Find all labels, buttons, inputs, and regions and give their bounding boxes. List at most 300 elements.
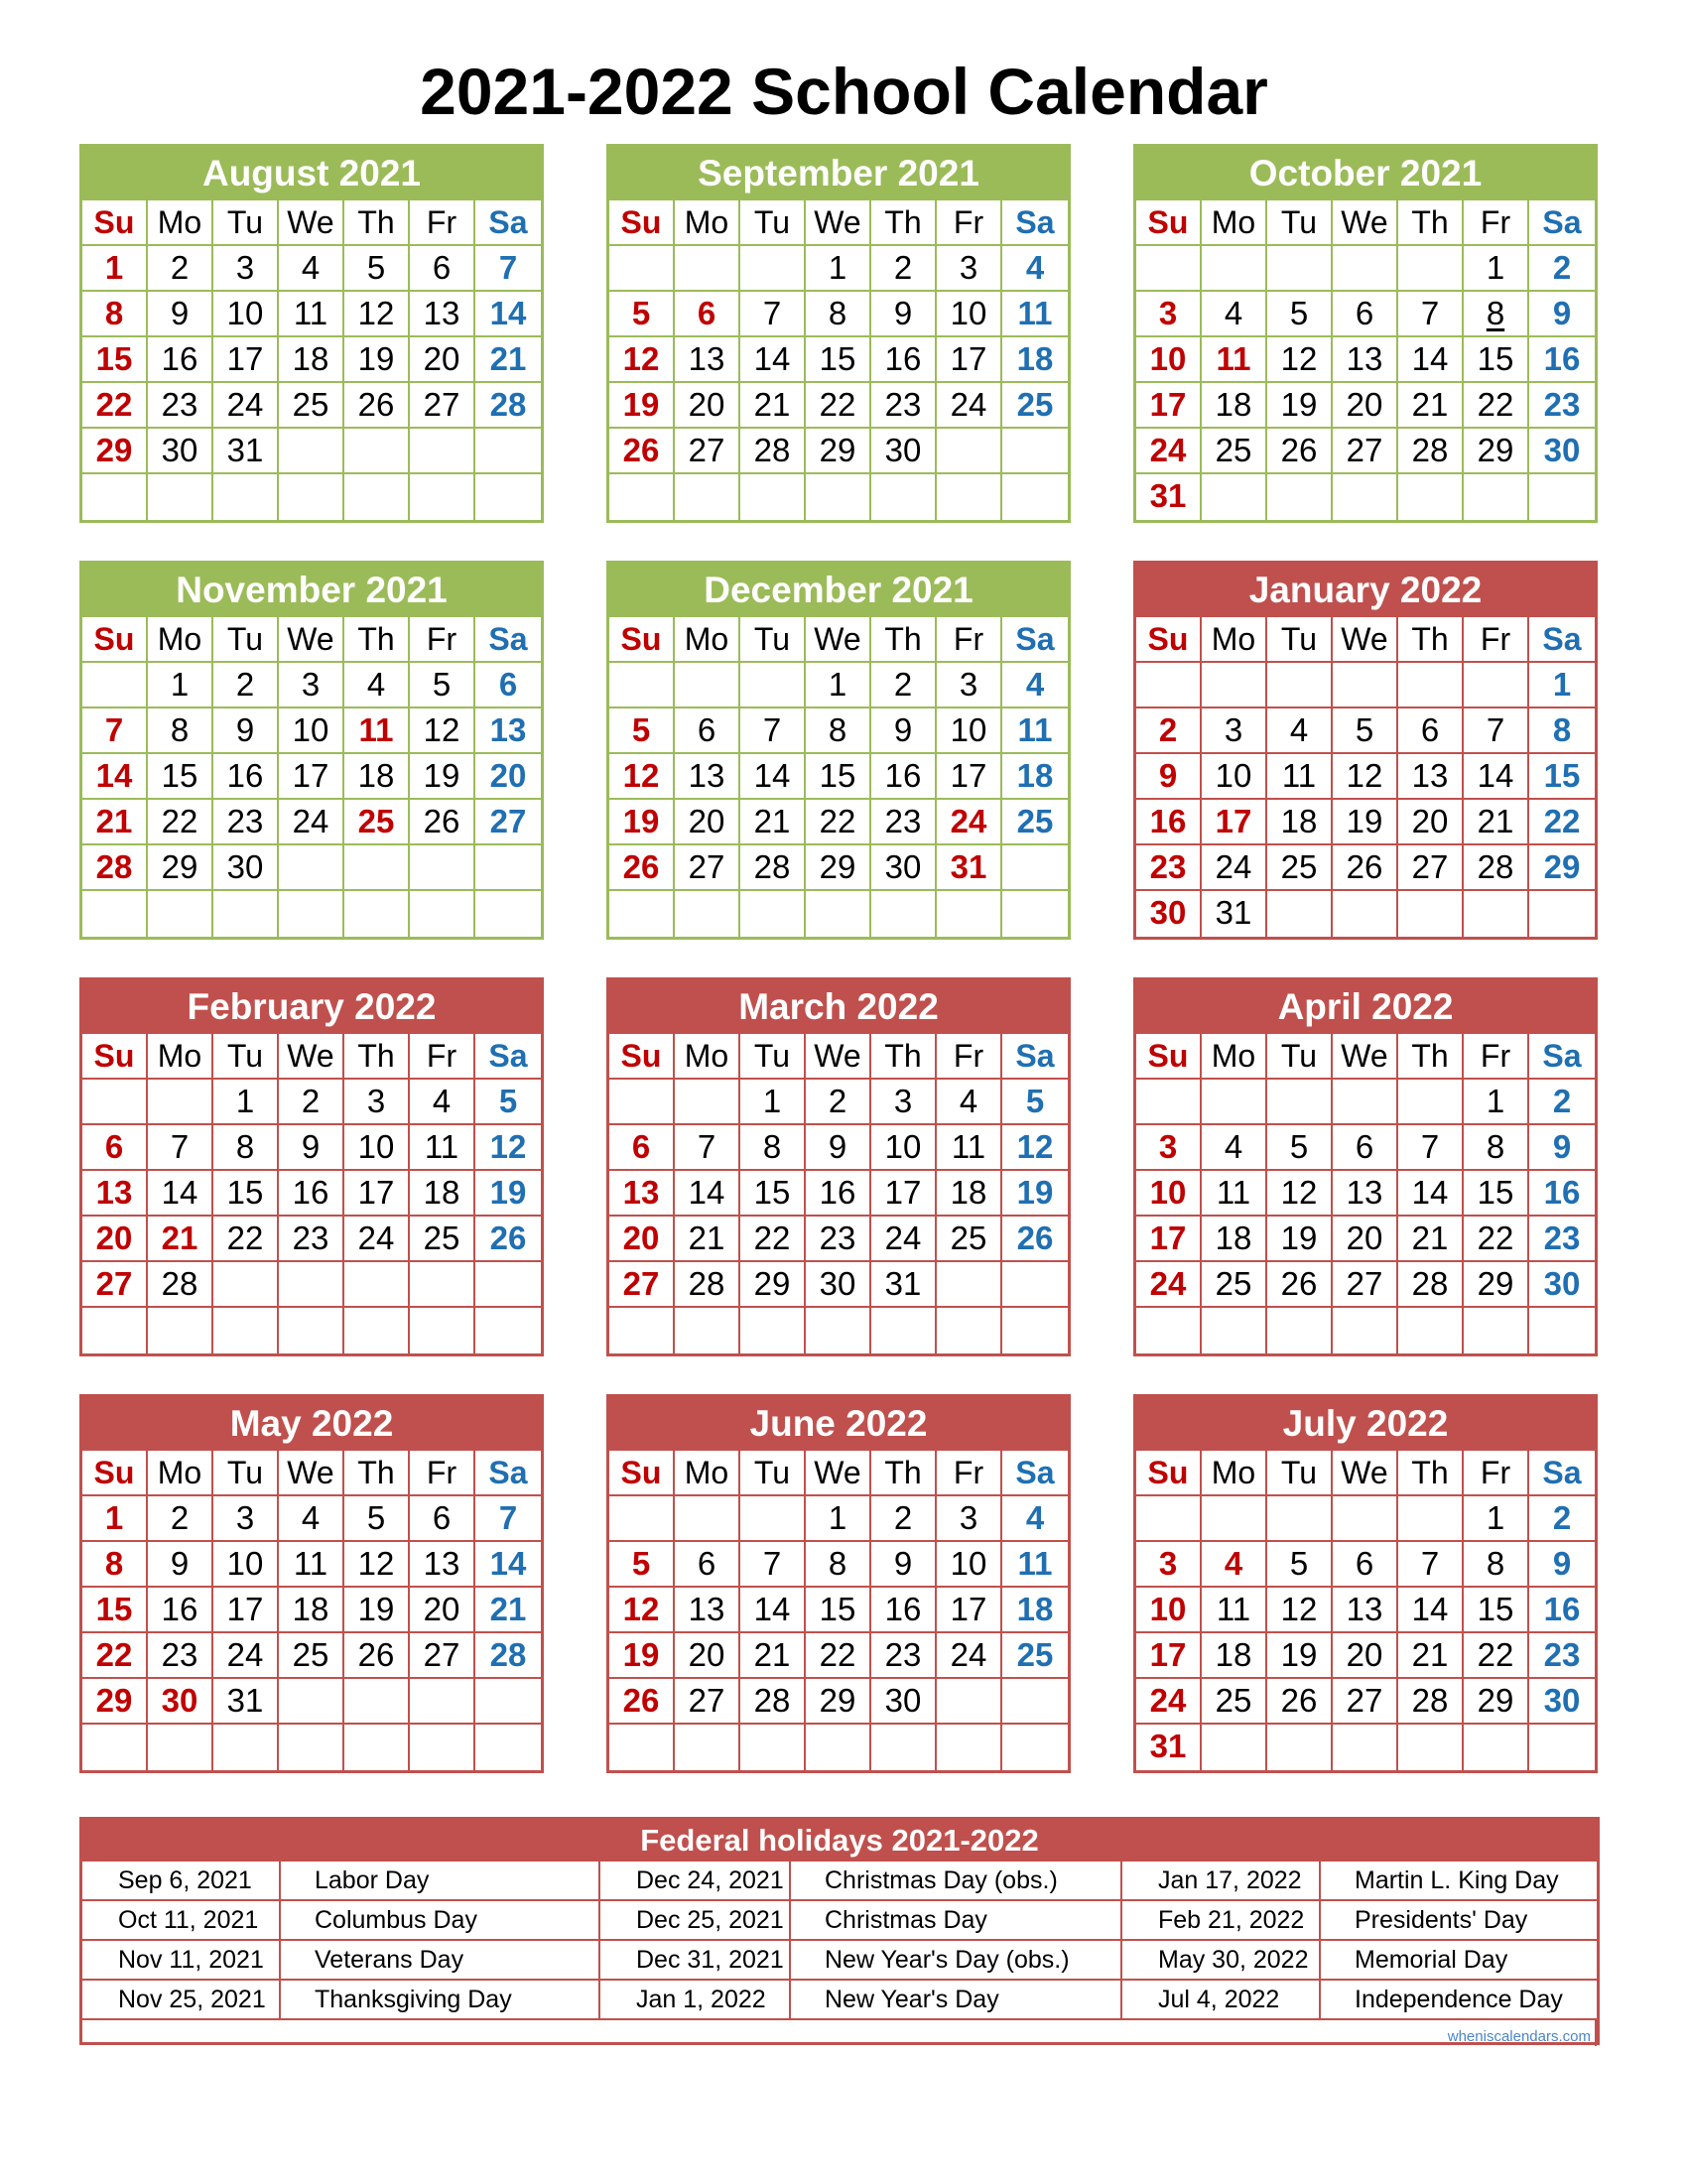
- weekday-header: Su: [1136, 617, 1202, 663]
- day-cell: 17: [871, 1171, 937, 1217]
- day-cell: 27: [1333, 1679, 1398, 1725]
- weekday-header: Th: [871, 1451, 937, 1496]
- day-cell: 10: [279, 708, 344, 754]
- day-cell: 8: [1529, 708, 1595, 754]
- empty-day-cell: [475, 1262, 541, 1308]
- day-cell: 23: [871, 800, 937, 845]
- day-cell: 12: [344, 1542, 410, 1588]
- day-cell: 27: [1398, 845, 1464, 891]
- holiday-name: New Year's Day (obs.): [791, 1941, 1122, 1981]
- day-cell: 7: [1398, 292, 1464, 337]
- weekday-header: Tu: [1267, 200, 1333, 246]
- day-cell: 8: [806, 292, 871, 337]
- weekday-header: Mo: [148, 1451, 213, 1496]
- day-cell: 15: [213, 1171, 279, 1217]
- day-cell: 13: [475, 708, 541, 754]
- day-cell: 31: [213, 429, 279, 474]
- day-cell: 29: [740, 1262, 806, 1308]
- day-cell: 9: [148, 1542, 213, 1588]
- day-cell: 24: [937, 383, 1002, 429]
- day-cell: 19: [1267, 1633, 1333, 1679]
- day-cell: 6: [410, 246, 475, 292]
- month-calendar: [1133, 144, 1598, 523]
- day-cell: 2: [1136, 708, 1202, 754]
- day-cell: 1: [740, 1080, 806, 1125]
- empty-day-cell: [475, 1725, 541, 1770]
- day-cell: 21: [675, 1217, 740, 1262]
- empty-day-cell: [1398, 474, 1464, 520]
- day-cell: 23: [806, 1217, 871, 1262]
- day-cell: 20: [1398, 800, 1464, 845]
- day-cell: 2: [213, 663, 279, 708]
- empty-day-cell: [475, 1679, 541, 1725]
- weekday-header: Sa: [475, 617, 541, 663]
- empty-day-cell: [213, 1262, 279, 1308]
- day-cell: 15: [82, 337, 148, 383]
- day-cell: 24: [871, 1217, 937, 1262]
- month-calendar: [79, 977, 544, 1356]
- weekday-header: Su: [609, 617, 675, 663]
- weekday-header: Th: [344, 617, 410, 663]
- day-cell: 11: [410, 1125, 475, 1171]
- day-cell: 13: [609, 1171, 675, 1217]
- weekday-header: We: [1333, 1034, 1398, 1080]
- day-cell: 16: [213, 754, 279, 800]
- month-title: March 2022: [609, 980, 1068, 1034]
- day-cell: 25: [1267, 845, 1333, 891]
- weekday-header: Th: [871, 617, 937, 663]
- empty-day-cell: [1529, 1308, 1595, 1353]
- day-cell: 13: [675, 337, 740, 383]
- day-cell: 30: [1529, 429, 1595, 474]
- day-cell: 26: [609, 845, 675, 891]
- empty-day-cell: [410, 429, 475, 474]
- day-cell: 21: [475, 337, 541, 383]
- day-cell: 9: [871, 1542, 937, 1588]
- day-cell: 13: [410, 1542, 475, 1588]
- day-cell: 31: [1136, 1725, 1202, 1770]
- day-cell: 13: [1333, 337, 1398, 383]
- weekday-header: Tu: [1267, 1451, 1333, 1496]
- day-cell: 11: [1202, 1588, 1267, 1633]
- day-cell: 8: [1464, 292, 1529, 337]
- empty-day-cell: [279, 1262, 344, 1308]
- day-cell: 2: [871, 663, 937, 708]
- empty-day-cell: [279, 1679, 344, 1725]
- day-cell: 15: [1464, 337, 1529, 383]
- day-cell: 21: [82, 800, 148, 845]
- weekday-header: Sa: [1529, 1451, 1595, 1496]
- day-cell: 22: [148, 800, 213, 845]
- month-title: September 2021: [609, 147, 1068, 200]
- day-cell: 15: [806, 337, 871, 383]
- day-cell: 15: [1464, 1171, 1529, 1217]
- weekday-header: Fr: [410, 617, 475, 663]
- empty-day-cell: [1136, 1496, 1202, 1542]
- watermark-link[interactable]: wheniscalendars.com: [1447, 2028, 1591, 2045]
- day-cell: 8: [1464, 1125, 1529, 1171]
- weekday-header: Tu: [213, 617, 279, 663]
- empty-day-cell: [1398, 663, 1464, 708]
- holiday-date: Feb 21, 2022: [1122, 1901, 1321, 1941]
- day-cell: 25: [1202, 1262, 1267, 1308]
- day-cell: 7: [1464, 708, 1529, 754]
- empty-day-cell: [806, 1308, 871, 1353]
- day-cell: 28: [1398, 429, 1464, 474]
- empty-day-cell: [213, 891, 279, 937]
- day-cell: 17: [1202, 800, 1267, 845]
- weekday-header: Th: [344, 200, 410, 246]
- weekday-header: Sa: [475, 200, 541, 246]
- day-cell: 21: [1398, 1633, 1464, 1679]
- day-cell: 9: [871, 708, 937, 754]
- empty-day-cell: [1333, 1496, 1398, 1542]
- day-cell: 27: [675, 845, 740, 891]
- day-cell: 10: [1202, 754, 1267, 800]
- day-cell: 19: [609, 800, 675, 845]
- day-cell: 12: [609, 337, 675, 383]
- day-cell: 24: [1136, 1679, 1202, 1725]
- empty-day-cell: [148, 1080, 213, 1125]
- day-cell: 12: [609, 754, 675, 800]
- day-cell: 7: [740, 1542, 806, 1588]
- empty-day-cell: [937, 1679, 1002, 1725]
- weekday-header: Mo: [1202, 617, 1267, 663]
- day-cell: 19: [1267, 1217, 1333, 1262]
- day-cell: 3: [1136, 1542, 1202, 1588]
- day-cell: 25: [1202, 429, 1267, 474]
- empty-day-cell: [1202, 474, 1267, 520]
- day-cell: 2: [279, 1080, 344, 1125]
- weekday-header: Th: [1398, 200, 1464, 246]
- day-cell: 10: [937, 292, 1002, 337]
- weekday-header: Th: [1398, 1451, 1464, 1496]
- federal-holidays-table: [79, 1817, 1600, 2045]
- empty-day-cell: [609, 1496, 675, 1542]
- day-cell: 21: [740, 1633, 806, 1679]
- day-cell: 6: [609, 1125, 675, 1171]
- weekday-header: Fr: [937, 1451, 1002, 1496]
- empty-day-cell: [937, 1725, 1002, 1770]
- empty-day-cell: [609, 1725, 675, 1770]
- weekday-header: We: [279, 200, 344, 246]
- day-cell: 10: [344, 1125, 410, 1171]
- day-cell: 1: [82, 1496, 148, 1542]
- weekday-header: Mo: [675, 617, 740, 663]
- weekday-header: Tu: [213, 1034, 279, 1080]
- weekday-header: Fr: [410, 1034, 475, 1080]
- empty-day-cell: [806, 891, 871, 937]
- day-cell: 1: [1529, 663, 1595, 708]
- day-cell: 1: [1464, 1080, 1529, 1125]
- day-cell: 6: [675, 292, 740, 337]
- empty-day-cell: [279, 1308, 344, 1353]
- day-cell: 10: [937, 1542, 1002, 1588]
- empty-day-cell: [1202, 1725, 1267, 1770]
- day-cell: 17: [937, 754, 1002, 800]
- day-cell: 14: [675, 1171, 740, 1217]
- day-cell: 9: [871, 292, 937, 337]
- day-cell: 18: [1202, 383, 1267, 429]
- weekday-header: Sa: [1002, 617, 1068, 663]
- day-cell: 18: [1202, 1633, 1267, 1679]
- empty-day-cell: [1267, 891, 1333, 937]
- month-calendar: [1133, 977, 1598, 1356]
- page-title: 2021-2022 School Calendar: [420, 55, 1268, 128]
- day-cell: 20: [675, 383, 740, 429]
- weekday-header: We: [1333, 617, 1398, 663]
- day-cell: 25: [1002, 383, 1068, 429]
- day-cell: 20: [410, 337, 475, 383]
- day-cell: 23: [148, 383, 213, 429]
- empty-day-cell: [1202, 663, 1267, 708]
- empty-day-cell: [937, 1308, 1002, 1353]
- day-cell: 31: [213, 1679, 279, 1725]
- weekday-header: We: [279, 617, 344, 663]
- day-cell: 21: [475, 1588, 541, 1633]
- month-calendar: [79, 144, 544, 523]
- day-cell: 1: [806, 1496, 871, 1542]
- day-cell: 30: [1136, 891, 1202, 937]
- weekday-header: Tu: [213, 200, 279, 246]
- month-title: October 2021: [1136, 147, 1595, 200]
- empty-day-cell: [82, 891, 148, 937]
- day-cell: 28: [82, 845, 148, 891]
- day-table: [1136, 200, 1595, 520]
- day-cell: 2: [1529, 1080, 1595, 1125]
- empty-day-cell: [279, 429, 344, 474]
- day-cell: 6: [1398, 708, 1464, 754]
- day-cell: 6: [410, 1496, 475, 1542]
- empty-day-cell: [1002, 1725, 1068, 1770]
- holiday-date: Dec 25, 2021: [600, 1901, 791, 1941]
- weekday-header: We: [806, 1034, 871, 1080]
- day-cell: 30: [871, 1679, 937, 1725]
- day-cell: 16: [279, 1171, 344, 1217]
- empty-day-cell: [1136, 663, 1202, 708]
- holiday-name: Martin L. King Day: [1321, 1862, 1597, 1901]
- month-calendar: [1133, 561, 1598, 940]
- day-cell: 29: [806, 1679, 871, 1725]
- empty-day-cell: [410, 1308, 475, 1353]
- day-cell: 9: [279, 1125, 344, 1171]
- day-cell: 6: [82, 1125, 148, 1171]
- day-cell: 4: [279, 246, 344, 292]
- weekday-header: Sa: [1529, 617, 1595, 663]
- day-cell: 1: [806, 663, 871, 708]
- day-cell: 1: [213, 1080, 279, 1125]
- day-cell: 14: [148, 1171, 213, 1217]
- day-cell: 2: [871, 1496, 937, 1542]
- day-cell: 24: [1136, 1262, 1202, 1308]
- day-table: [82, 1034, 541, 1353]
- empty-day-cell: [475, 845, 541, 891]
- day-cell: 3: [1136, 292, 1202, 337]
- day-cell: 11: [1267, 754, 1333, 800]
- day-cell: 23: [1529, 383, 1595, 429]
- day-cell: 26: [475, 1217, 541, 1262]
- weekday-header: Su: [82, 617, 148, 663]
- weekday-header: Su: [82, 200, 148, 246]
- holiday-name: Memorial Day: [1321, 1941, 1597, 1981]
- day-cell: 30: [1529, 1679, 1595, 1725]
- weekday-header: Mo: [675, 200, 740, 246]
- month-calendar: [79, 561, 544, 940]
- empty-day-cell: [1002, 1308, 1068, 1353]
- day-cell: 5: [609, 1542, 675, 1588]
- empty-day-cell: [410, 1679, 475, 1725]
- month-grid: [79, 144, 1598, 1773]
- day-cell: 22: [806, 800, 871, 845]
- day-table: [609, 1034, 1068, 1353]
- day-cell: 17: [937, 1588, 1002, 1633]
- empty-day-cell: [675, 1308, 740, 1353]
- weekday-header: Fr: [410, 200, 475, 246]
- day-table: [609, 1451, 1068, 1770]
- empty-day-cell: [609, 1308, 675, 1353]
- weekday-header: We: [279, 1034, 344, 1080]
- weekday-header: Th: [1398, 617, 1464, 663]
- day-cell: 28: [675, 1262, 740, 1308]
- day-cell: 4: [1202, 292, 1267, 337]
- day-cell: 21: [1398, 383, 1464, 429]
- day-cell: 7: [148, 1125, 213, 1171]
- day-cell: 2: [1529, 246, 1595, 292]
- day-cell: 19: [609, 383, 675, 429]
- day-cell: 13: [675, 1588, 740, 1633]
- day-cell: 4: [937, 1080, 1002, 1125]
- day-cell: 21: [740, 800, 806, 845]
- day-cell: 17: [213, 337, 279, 383]
- month-title: July 2022: [1136, 1397, 1595, 1451]
- day-cell: 4: [344, 663, 410, 708]
- day-cell: 12: [1267, 337, 1333, 383]
- day-cell: 13: [82, 1171, 148, 1217]
- empty-day-cell: [1333, 663, 1398, 708]
- weekday-header: We: [279, 1451, 344, 1496]
- empty-day-cell: [1398, 891, 1464, 937]
- day-cell: 8: [148, 708, 213, 754]
- weekday-header: Tu: [740, 617, 806, 663]
- day-cell: 22: [806, 383, 871, 429]
- day-cell: 24: [213, 383, 279, 429]
- empty-day-cell: [1002, 1679, 1068, 1725]
- month-title: June 2022: [609, 1397, 1068, 1451]
- empty-day-cell: [82, 474, 148, 520]
- weekday-header: Tu: [740, 1034, 806, 1080]
- empty-day-cell: [279, 845, 344, 891]
- day-cell: 2: [148, 1496, 213, 1542]
- empty-day-cell: [740, 1308, 806, 1353]
- day-cell: 3: [344, 1080, 410, 1125]
- day-cell: 5: [1267, 1125, 1333, 1171]
- day-cell: 18: [410, 1171, 475, 1217]
- day-cell: 14: [740, 337, 806, 383]
- day-cell: 28: [740, 845, 806, 891]
- day-cell: 4: [410, 1080, 475, 1125]
- day-cell: 22: [1464, 1217, 1529, 1262]
- empty-day-cell: [609, 1080, 675, 1125]
- empty-day-cell: [1398, 1496, 1464, 1542]
- holiday-date: Oct 11, 2021: [82, 1901, 281, 1941]
- day-cell: 3: [1202, 708, 1267, 754]
- weekday-header: Sa: [475, 1034, 541, 1080]
- weekday-header: Tu: [1267, 1034, 1333, 1080]
- weekday-header: Th: [1398, 1034, 1464, 1080]
- empty-day-cell: [871, 1725, 937, 1770]
- weekday-header: Mo: [675, 1451, 740, 1496]
- day-cell: 3: [937, 663, 1002, 708]
- weekday-header: Sa: [1002, 1451, 1068, 1496]
- weekday-header: Sa: [1002, 200, 1068, 246]
- holiday-name: New Year's Day: [791, 1981, 1122, 2020]
- weekday-header: Su: [609, 1034, 675, 1080]
- day-cell: 9: [1136, 754, 1202, 800]
- empty-day-cell: [675, 474, 740, 520]
- day-table: [1136, 1451, 1595, 1770]
- month-title: February 2022: [82, 980, 541, 1034]
- day-cell: 29: [1464, 1262, 1529, 1308]
- day-cell: 11: [1002, 292, 1068, 337]
- day-cell: 27: [1333, 429, 1398, 474]
- empty-day-cell: [1267, 1725, 1333, 1770]
- empty-day-cell: [1464, 1308, 1529, 1353]
- day-cell: 16: [148, 337, 213, 383]
- empty-day-cell: [279, 1725, 344, 1770]
- empty-day-cell: [871, 1308, 937, 1353]
- day-cell: 11: [344, 708, 410, 754]
- empty-day-cell: [1267, 1080, 1333, 1125]
- day-cell: 7: [740, 292, 806, 337]
- day-cell: 30: [148, 429, 213, 474]
- day-cell: 6: [475, 663, 541, 708]
- day-cell: 20: [1333, 1217, 1398, 1262]
- day-cell: 12: [344, 292, 410, 337]
- day-cell: 13: [1398, 754, 1464, 800]
- day-cell: 10: [1136, 337, 1202, 383]
- day-cell: 10: [1136, 1171, 1202, 1217]
- day-cell: 18: [937, 1171, 1002, 1217]
- day-cell: 30: [148, 1679, 213, 1725]
- empty-day-cell: [1464, 663, 1529, 708]
- day-cell: 23: [148, 1633, 213, 1679]
- month-title: August 2021: [82, 147, 541, 200]
- empty-day-cell: [675, 663, 740, 708]
- empty-day-cell: [740, 1725, 806, 1770]
- day-cell: 8: [1464, 1542, 1529, 1588]
- day-table: [609, 200, 1068, 520]
- day-cell: 30: [871, 845, 937, 891]
- weekday-header: We: [1333, 1451, 1398, 1496]
- day-cell: 19: [1002, 1171, 1068, 1217]
- day-cell: 4: [1002, 663, 1068, 708]
- empty-day-cell: [740, 663, 806, 708]
- day-cell: 16: [871, 337, 937, 383]
- weekday-header: Sa: [1529, 200, 1595, 246]
- empty-day-cell: [1002, 891, 1068, 937]
- empty-day-cell: [1529, 1725, 1595, 1770]
- day-cell: 25: [1202, 1679, 1267, 1725]
- day-cell: 16: [148, 1588, 213, 1633]
- day-cell: 17: [279, 754, 344, 800]
- empty-day-cell: [1333, 246, 1398, 292]
- day-cell: 24: [937, 800, 1002, 845]
- empty-day-cell: [1464, 474, 1529, 520]
- day-cell: 2: [1529, 1496, 1595, 1542]
- day-cell: 28: [1398, 1262, 1464, 1308]
- empty-day-cell: [344, 1262, 410, 1308]
- empty-day-cell: [1398, 1725, 1464, 1770]
